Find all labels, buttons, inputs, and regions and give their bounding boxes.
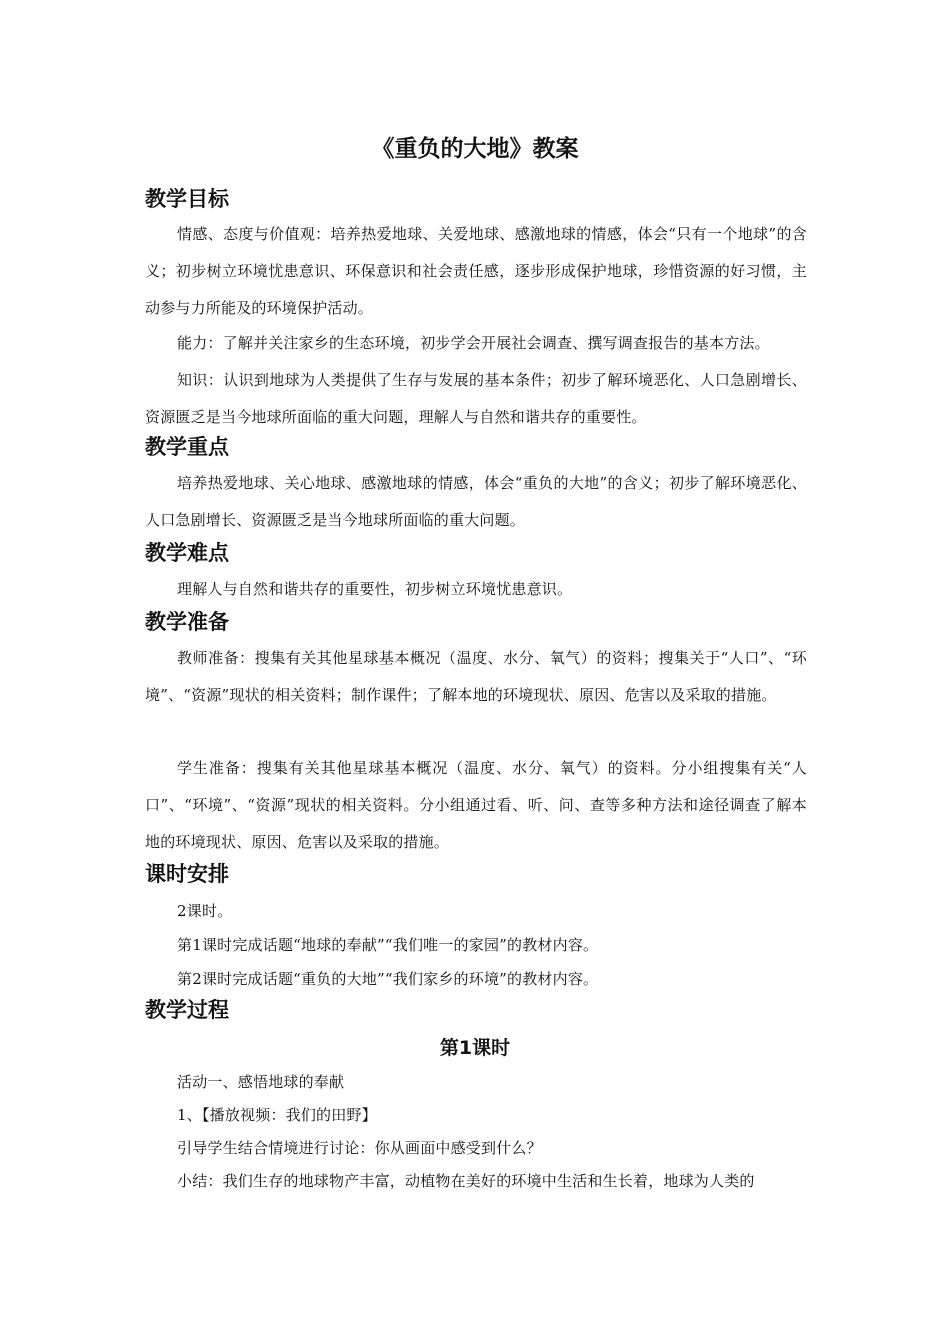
paragraph-student-preparation: 学生准备：搜集有关其他星球基本概况（温度、水分、氧气）的资料。分小组搜集有关“人口”、“环境”、“资源”现状的相关资料。分小组通过看、听、问、查等多种方法和途径调查了解本地的环境现状、原因、危害以及采取的措施。 [145,759,807,851]
paragraph-teacher-preparation: 教师准备：搜集有关其他星球基本概况（温度、水分、氧气）的资料；搜集关于“人口”、“环境”、“资源”现状的相关资料；制作课件；了解本地的环境现状、原因、危害以及采取的措施。 [145,649,807,704]
paragraph-activity-1: 活动一、感悟地球的奉献 [177,1073,345,1091]
section-heading-teaching-goals: 教学目标 [145,187,229,211]
paragraph-difficulties: 理解人与自然和谐共存的重要性，初步树立环境忧患意识。 [177,580,573,598]
paragraph-schedule-lesson-2: 第2课时完成话题“重负的大地”“我们家乡的环境”的教材内容。 [177,970,599,988]
document-title: 《重负的大地》教案 [371,136,579,162]
paragraph-schedule-lesson-1: 第1课时完成话题“地球的奉献”“我们唯一的家园”的教材内容。 [177,936,599,954]
paragraph-play-video: 1、【播放视频：我们的田野】 [177,1106,377,1124]
section-heading-preparation: 教学准备 [145,610,229,634]
paragraph-guide-discussion: 引导学生结合情境进行讨论：你从画面中感受到什么？ [177,1139,542,1157]
section-heading-schedule: 课时安排 [145,862,229,886]
paragraph-schedule-total: 2课时。 [177,902,233,920]
paragraph-emotion-goal: 情感、态度与价值观：培养热爱地球、关爱地球、感激地球的情感，体会“只有一个地球”的含义；初步树立环境忧患意识、环保意识和社会责任感，逐步形成保护地球，珍惜资源的好习惯，主动参与力所能及的环境保护活动。 [145,225,807,317]
paragraph-key-points: 培养热爱地球、关心地球、感激地球的情感，体会“重负的大地”的含义；初步了解环境恶化、人口急剧增长、资源匮乏是当今地球所面临的重大问题。 [145,474,807,529]
paragraph-knowledge-goal: 知识：认识到地球为人类提供了生存与发展的基本条件；初步了解环境恶化、人口急剧增长、资源匮乏是当今地球所面临的重大问题，理解人与自然和谐共存的重要性。 [145,371,807,426]
section-heading-key-points: 教学重点 [145,435,229,459]
section-heading-process: 教学过程 [145,998,229,1022]
lesson-heading-1: 第1课时 [439,1037,511,1059]
paragraph-ability-goal: 能力：了解并关注家乡的生态环境，初步学会开展社会调查、撰写调查报告的基本方法。 [177,334,770,352]
section-heading-difficulties: 教学难点 [145,541,229,565]
paragraph-summary: 小结：我们生存的地球物产丰富，动植物在美好的环境中生活和生长着，地球为人类的 [177,1172,755,1190]
